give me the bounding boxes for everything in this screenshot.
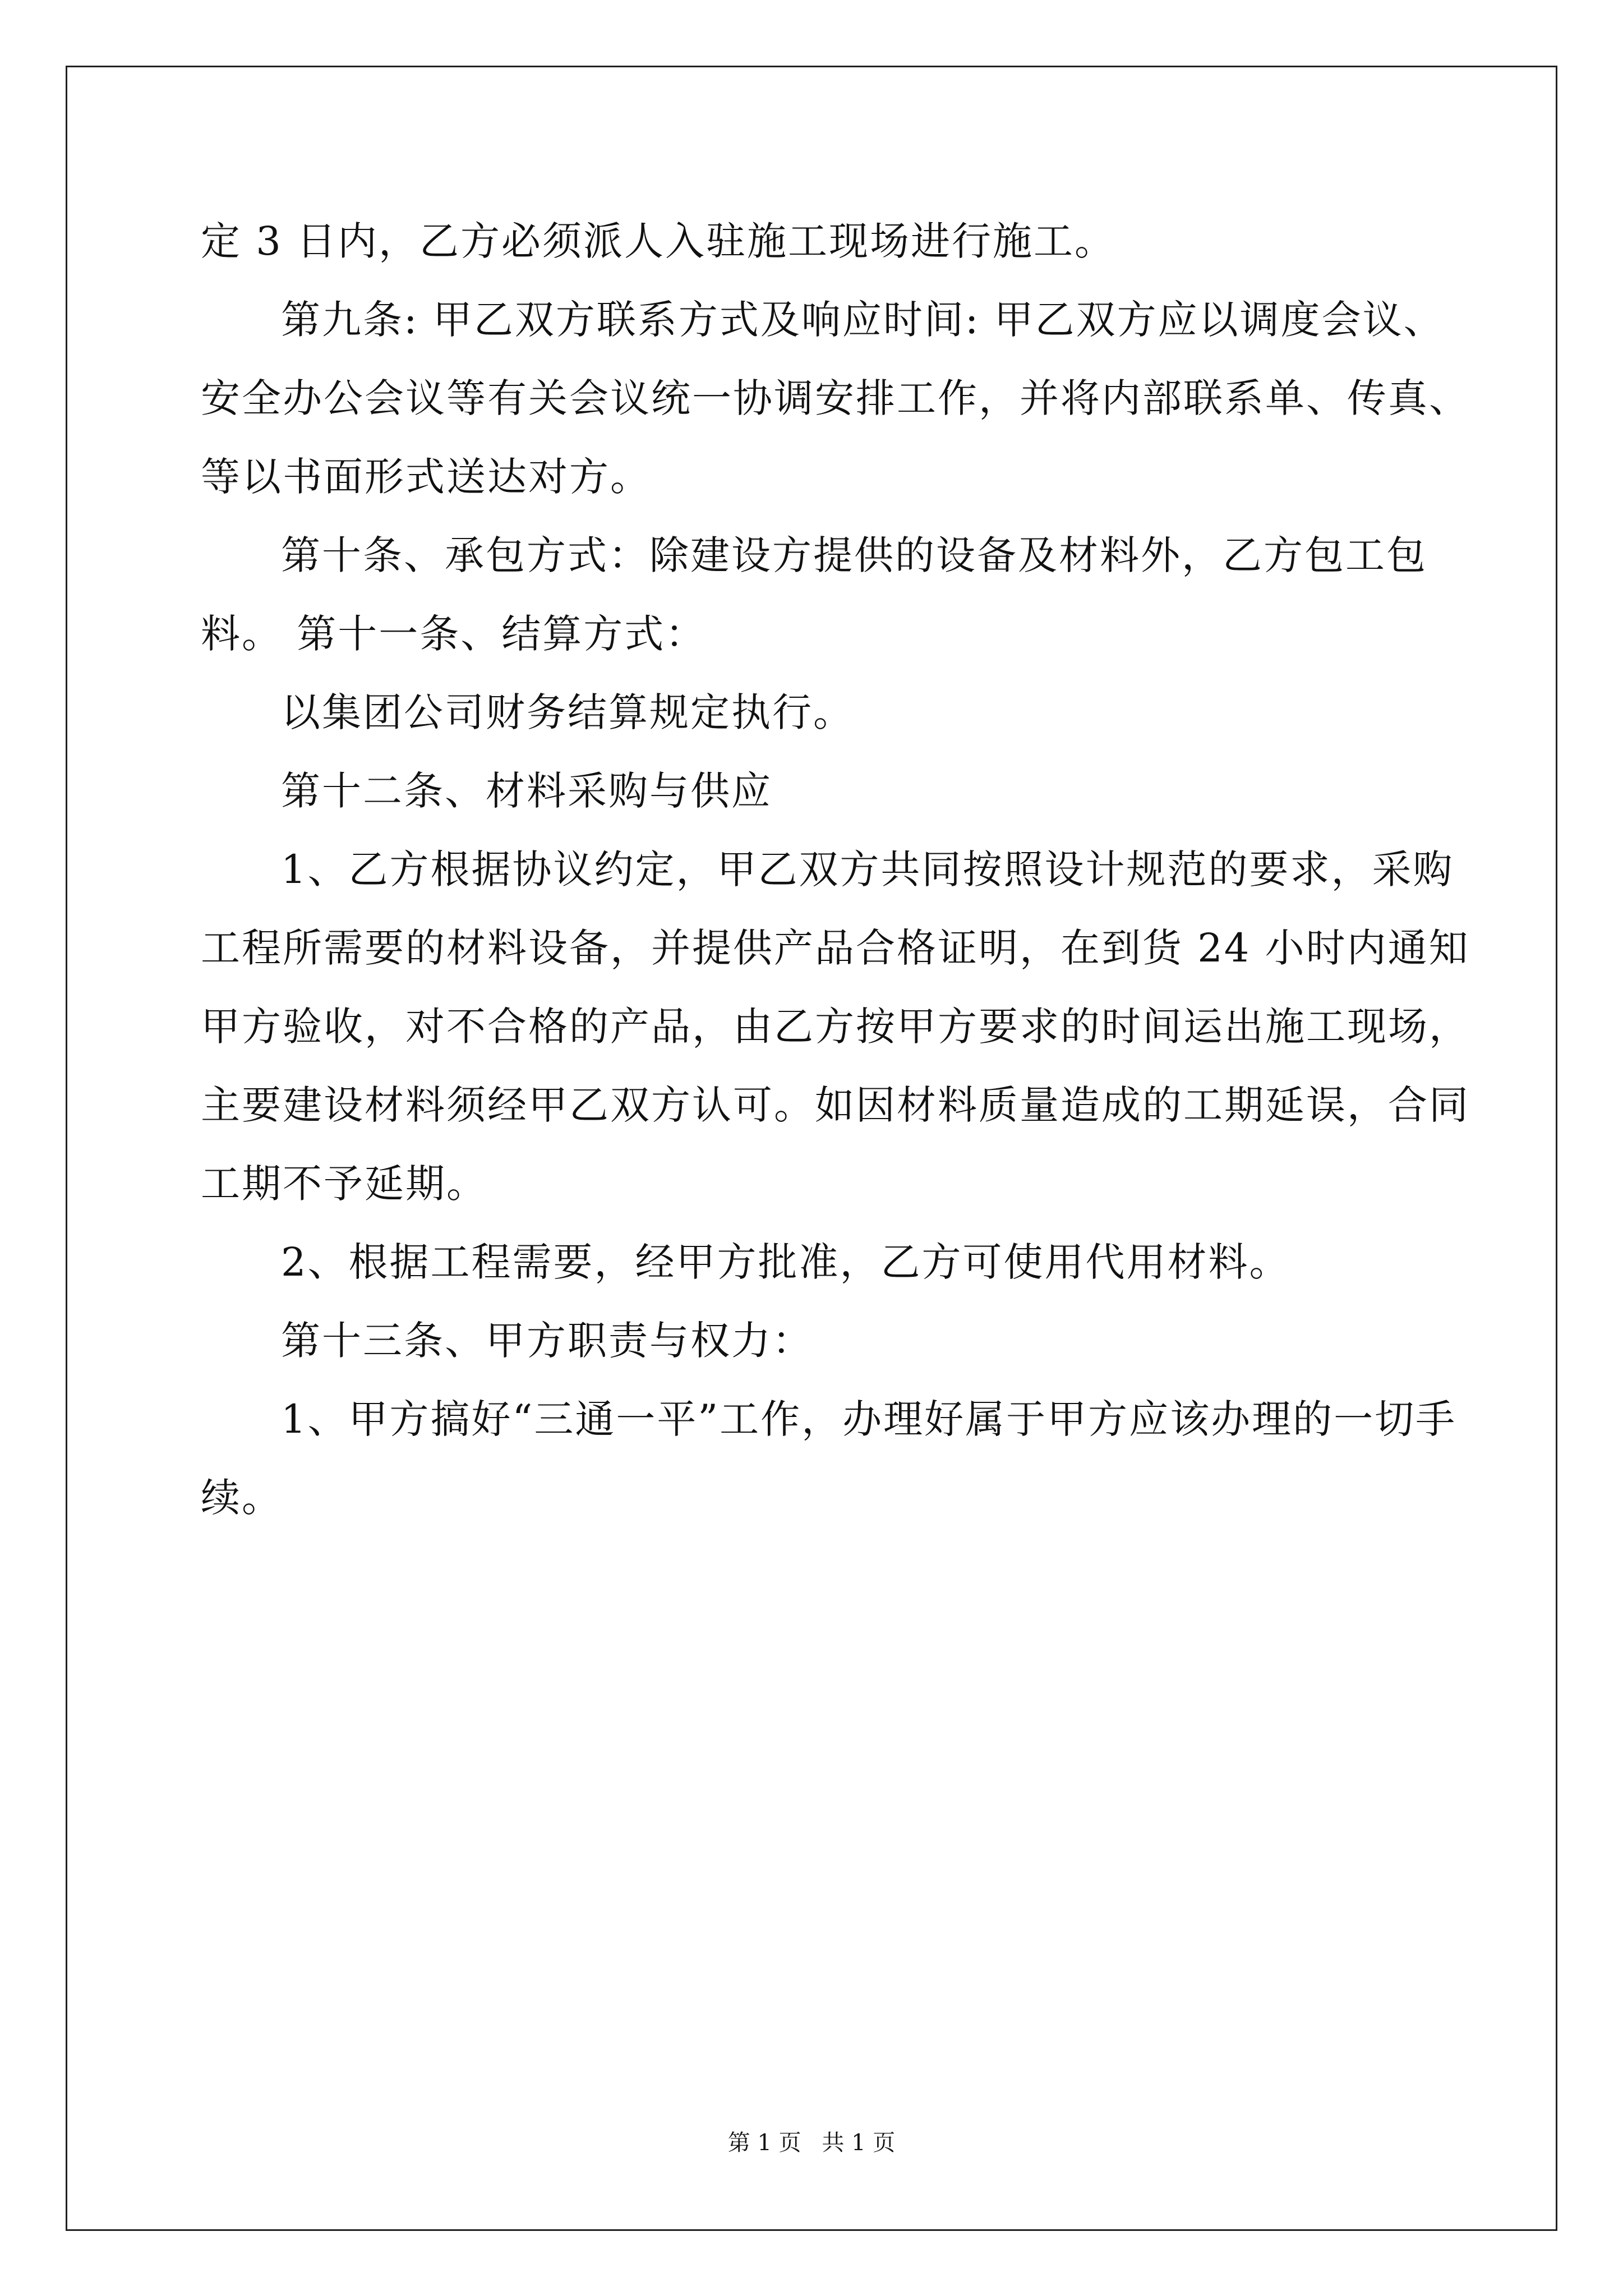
paragraph-7: 2、根据工程需要，经甲方批准，乙方可使用代用材料。 [281, 1239, 1290, 1285]
paragraph-6: 1、乙方根据协议约定，甲乙双方共同按照设计规范的要求，采购工程所需要的材料设备，并提供产品合格证明，在到货 24 小时内通知甲方验收，对不合格的产品，由乙方按甲方要求的时间运出施工现场，主要建设材料须经甲乙双方认可。如因材料质量造成的工期延误，合同工期不予延期。 [201, 846, 1470, 1207]
page-total: 共 1 页 [822, 2130, 896, 2156]
paragraph-9: 1、甲方搞好“三通一平”工作，办理好属于甲方应该办理的一切手续。 [201, 1396, 1457, 1521]
paragraph-1: 定 3 日内，乙方必须派人入驻施工现场进行施工。 [201, 218, 1116, 264]
page-footer [0, 2125, 1623, 2157]
page-number: 第 1 页 [727, 2130, 801, 2156]
document-body [201, 202, 1485, 1537]
paragraph-8: 第十三条、甲方职责与权力： [281, 1318, 813, 1364]
paragraph-4: 以集团公司财务结算规定执行。 [281, 689, 854, 735]
paragraph-5: 第十二条、材料采购与供应 [281, 768, 772, 814]
paragraph-3: 第十条、承包方式：除建设方提供的设备及材料外，乙方包工包料。 第十一条、结算方式： [201, 532, 1427, 657]
paragraph-2: 第九条: 甲乙双方联系方式及响应时间: 甲乙双方应以调度会议、安全办公会议等有关会议统一协调安排工作，并将内部联系单、传真、等以书面形式送达对方。 [201, 297, 1470, 500]
